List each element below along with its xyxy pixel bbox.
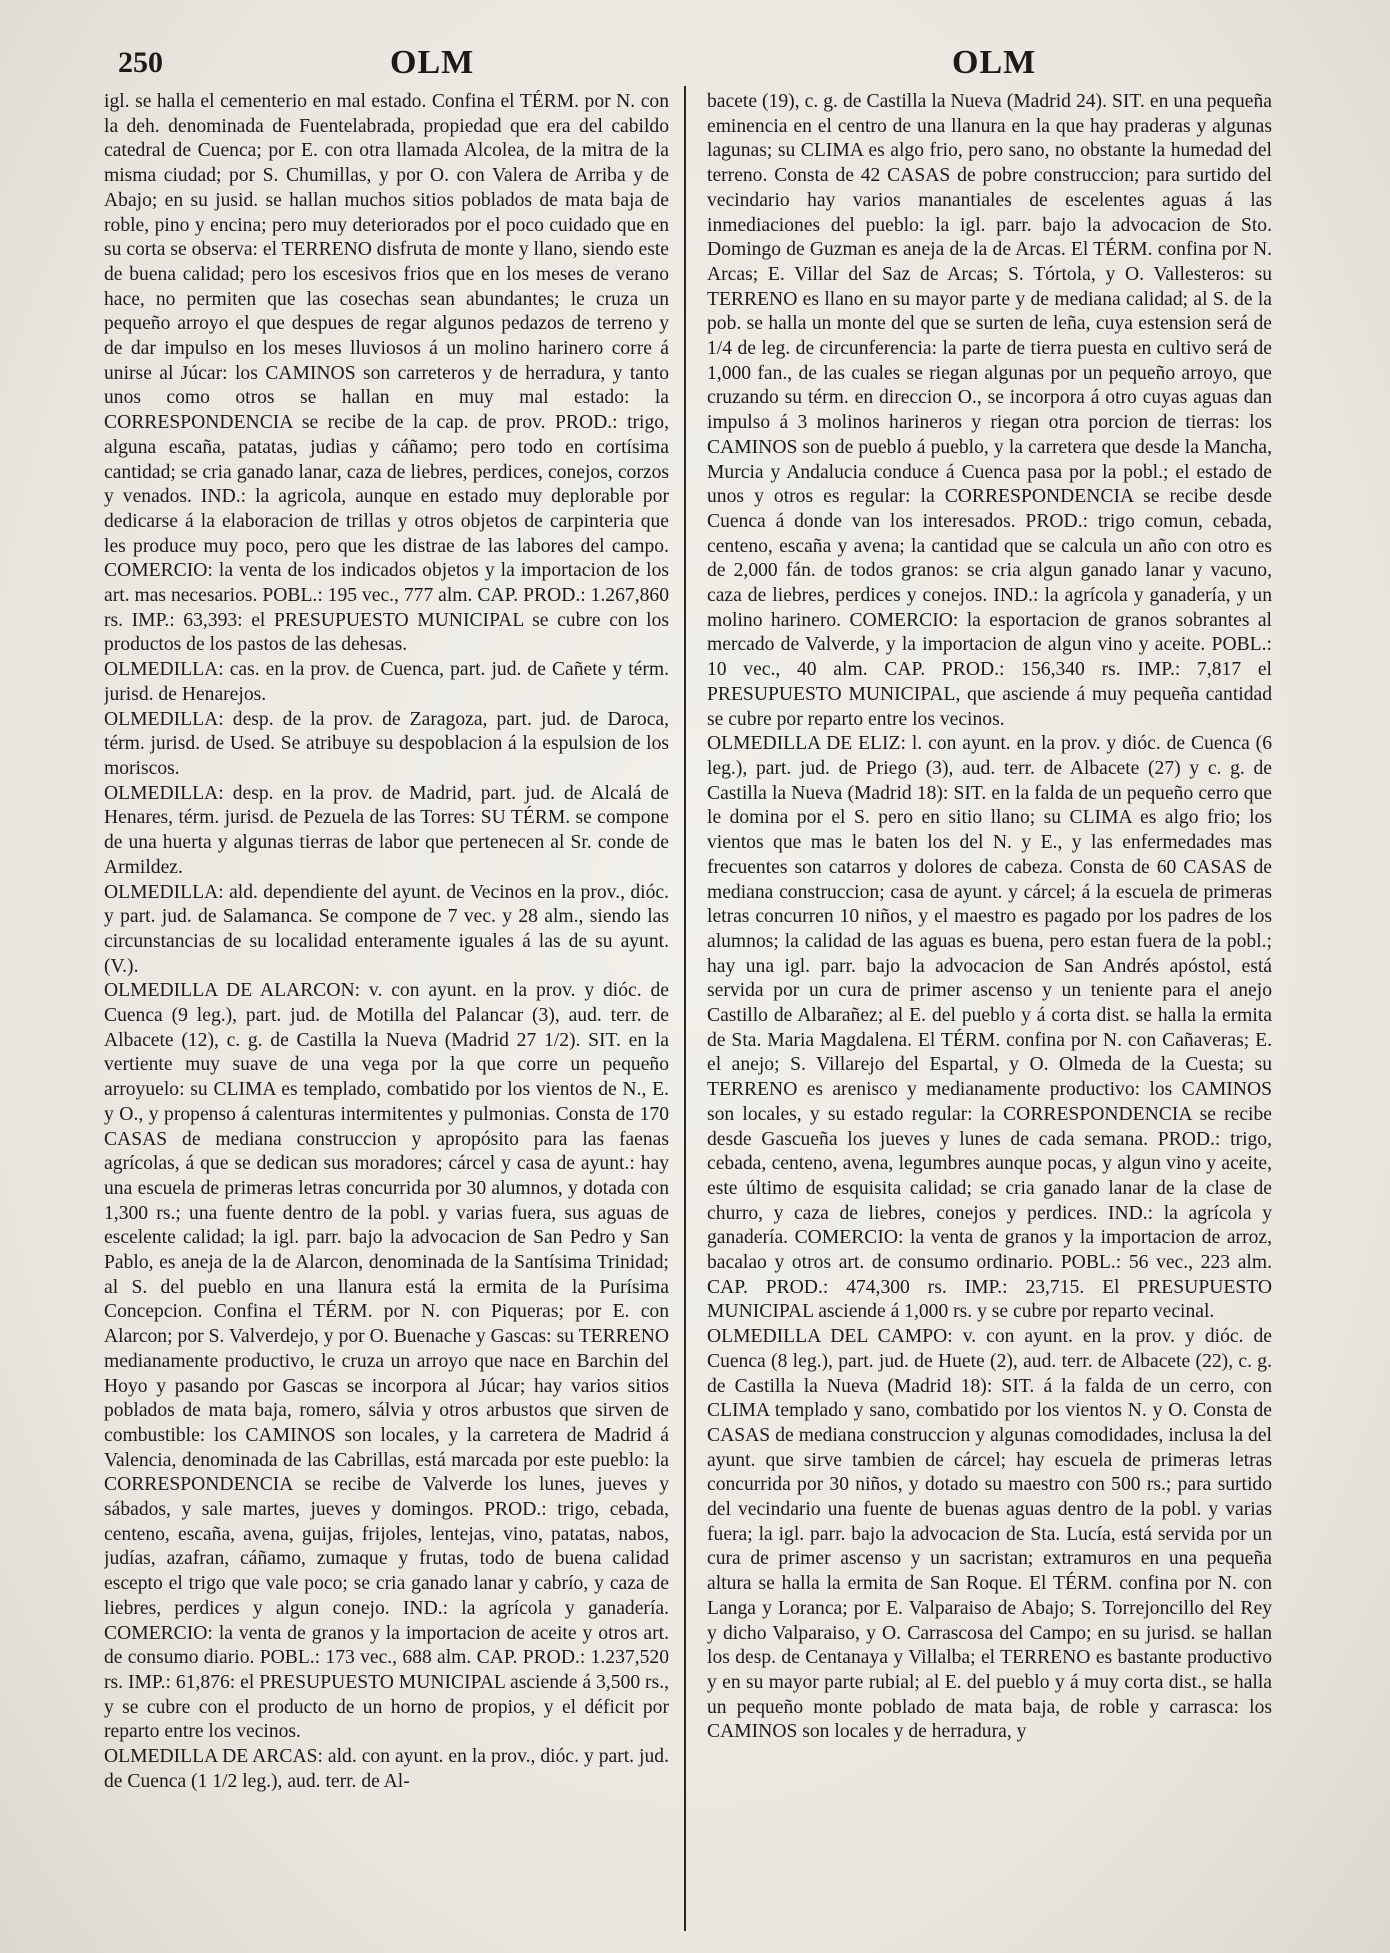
entry-paragraph: OLMEDILLA DE ARCAS: ald. con ayunt. en la prov., dióc. y part. jud. de Cuenca (1 1/2 leg.), aud. terr. de Al- [104,1746,669,1792]
entry-paragraph: OLMEDILLA DE ELIZ: l. con ayunt. en la prov. y dióc. de Cuenca (6 leg.), part. jud. de Priego (3), aud. terr. de Albacete (27) y c. g. de Castilla la Nueva (Madrid 18): SIT. en la falda de un pequeño cerro que le domina por el S. pero en sitio llano; su CLIMA es algo frio; los vientos que mas le baten los del N. y E., y las enfermedades mas frecuentes son catarros y dolores de cabeza. Consta de 60 CASAS de mediana construccion; casa de ayunt. y cárcel; á la escuela de primeras letras concurren 10 niños, y el maestro es pagado por los padres de los alumnos; la calidad de las aguas es buena, pero estan fuera de la pobl.; hay una igl. parr. bajo la advocacion de San Andrés apóstol, está servida por un cura de primer ascenso y un teniente para el anejo Castillo de Albarañez; al E. del pueblo y á corta dist. se halla la ermita de Sta. Maria Magdalena. El TÉRM. confina por N. con Cañaveras; E. el anejo; S. Villarejo del Espartal, y O. Olmeda de la Cuesta; su TERRENO es arenisco y medianamente productivo: los CAMINOS son locales, y su estado regular: la CORRESPONDENCIA se recibe desde Gascueña los jueves y lunes de cada semana. PROD.: trigo, cebada, centeno, avena, legumbres aunque pocas, y algun vino y aceite, este último de esquisita calidad; se cria ganado lanar de la clase de churro, y caza de liebres, conejos y perdices. IND.: la agrícola y ganadería. COMERCIO: la venta de granos y la importacion de arroz, bacalao y otros art. de consumo ordinario. POBL.: 56 vec., 223 alm. CAP. PROD.: 474,300 rs. IMP.: 23,715. El PRESUPUESTO MUNICIPAL asciende á 1,000 rs. y se cubre por reparto vecinal. [707,733,1272,1323]
left-column [104,90,669,1940]
running-head-right: OLM [952,44,1037,81]
entry-paragraph: bacete (19), c. g. de Castilla la Nueva (Madrid 24). SIT. en una pequeña eminencia en el centro de una llanura en la que hay praderas y algunas lagunas; su CLIMA es algo frio, pero sano, no obstante la humedad del terreno. Consta de 42 CASAS de pobre construccion; para surtido del vecindario hay varios manantiales de escelentes aguas á las inmediaciones del pueblo: la igl. parr. bajo la advocacion de Sto. Domingo de Guzman es aneja de la de Arcas. El TÉRM. confina por N. Arcas; E. Villar del Saz de Arcas; S. Tórtola, y O. Vallesteros: su TERRENO es llano en su mayor parte y de mediana calidad; al S. de la pob. se halla un monte del que se surten de leña, cuya estension será de 1/4 de leg. de circunferencia: la parte de tierra puesta en cultivo será de 1,000 fan., de las cuales se riegan algunas por un pequeño arroyo, que cruzando su térm. en direccion O., se incorpora á otro cuyas aguas dan impulso á 3 molinos harineros y riegan otra porcion de tierras: los CAMINOS son de pueblo á pueblo, y la carretera que desde la Mancha, Murcia y Andalucia conduce á Cuenca pasa por la pobl.; el estado de unos y otros es regular: la CORRESPONDENCIA se recibe desde Cuenca á donde van los interesados. PROD.: trigo comun, cebada, centeno, escaña y avena; la cantidad que se calcula un año con otro es de 2,000 fán. de todos granos: se cria algun ganado lanar y vacuno, caza de liebres, perdices y conejos. IND.: la agrícola y ganadería, y un molino harinero. COMERCIO: la esportacion de granos sobrantes al mercado de Valverde, y la importacion de algun vino y aceite. POBL.: 10 vec., 40 alm. CAP. PROD.: 156,340 rs. IMP.: 7,817 el PRESUPUESTO MUNICIPAL, que asciende á muy pequeña cantidad se cubre por reparto entre los vecinos. [707,91,1272,730]
page-header [118,44,1318,92]
entry-paragraph: OLMEDILLA DE ALARCON: v. con ayunt. en la prov. y dióc. de Cuenca (9 leg.), part. jud. de Motilla del Palancar (3), aud. terr. de Albacete (12), c. g. de Castilla la Nueva (Madrid 27 1/2). SIT. en la vertiente muy suave de una vega por la que corre un pequeño arroyuelo: su CLIMA es templado, combatido por los vientos de N., E. y O., y propenso á calenturas intermitentes y pulmonias. Consta de 170 CASAS de mediana construccion y apropósito para las faenas agrícolas, á que se dedican sus moradores; cárcel y casa de ayunt.: hay una escuela de primeras letras concurrida por 30 alumnos, y dotada con 1,300 rs.; una fuente dentro de la pobl. y varias fuera, sus aguas de escelente calidad; la igl. parr. bajo la advocacion de San Pedro y San Pablo, es aneja de la de Alarcon, denominada de la Santísima Trinidad; al S. del pueblo en una llanura está la ermita de la Purísima Concepcion. Confina el TÉRM. por N. con Piqueras; por E. con Alarcon; por S. Valverdejo, y por O. Buenache y Gascas: su TERRENO medianamente productivo, le cruza un arroyo que nace en Barchin del Hoyo y pasando por Gascas se incorpora al Júcar; hay varios sitios poblados de mata baja, romero, sálvia y otros arbustos que sirven de combustible: los CAMINOS son locales, y la carretera de Madrid á Valencia, denominada de las Cabrillas, está marcada por este pueblo: la CORRESPONDENCIA se recibe de Valverde los lunes, jueves y sábados, y sale martes, jueves y domingos. PROD.: trigo, cebada, centeno, escaña, avena, guijas, frijoles, lentejas, vino, patatas, nabos, judías, azafran, cáñamo, zumaque y frutas, todo de buena calidad escepto el trigo que vale poco; se cria ganado lanar y cabrío, y caza de liebres, perdices y algun conejo. IND.: la agrícola y ganadería. COMERCIO: la venta de granos y la importacion de aceite y otros art. de consumo diario. POBL.: 173 vec., 688 alm. CAP. PROD.: 1.237,520 rs. IMP.: 61,876: el PRESUPUESTO MUNICIPAL asciende á 3,500 rs., y se cubre con el producto de un horno de propios, y el déficit por reparto entre los vecinos. [104,980,669,1743]
entry-paragraph: OLMEDILLA DEL CAMPO: v. con ayunt. en la prov. y dióc. de Cuenca (8 leg.), part. jud. de Huete (2), aud. terr. de Albacete (22), c. g. de Castilla la Nueva (Madrid 18): SIT. á la falda de un cerro, con CLIMA templado y sano, combatido por los vientos N. y O. Consta de CASAS de mediana construccion y algunas comodidades, inclusa la del ayunt. que sirve tambien de cárcel; hay escuela de primeras letras concurrida por 30 niños, y dotado su maestro con 500 rs.; para surtido del vecindario una fuente de buenas aguas dentro de la pobl. y varias fuera; la igl. parr. bajo la advocacion de Sta. Lucía, está servida por un cura de primer ascenso y un sacristan; extramuros en una pequeña altura se halla la ermita de San Roque. El TÉRM. confina por N. con Langa y Loranca; por E. Valparaiso de Abajo; S. Torrejoncillo del Rey y dicho Valparaiso, y O. Carrascosa del Campo; en su jurisd. se hallan los desp. de Centanaya y Villalba; el TERRENO es bastante productivo y en su mayor parte rubial; al E. del pueblo y á muy corta dist., se halla un pequeño monte poblado de mata baja, de roble y carrasca: los CAMINOS son locales y de herradura, y [707,1326,1272,1743]
right-column [707,90,1272,1940]
running-head-left: OLM [390,44,475,81]
entry-paragraph: igl. se halla el cementerio en mal estado. Confina el TÉRM. por N. con la deh. denominada de Fuentelabrada, propiedad que era del cabildo catedral de Cuenca; por E. con otra llamada Alcolea, de la mitra de la misma ciudad; por S. Chumillas, y por O. con Valera de Arriba y de Abajo; en su jusid. se hallan muchos sitios poblados de mata baja de roble, pino y encina; pero muy deteriorados por el poco cuidado que en su corta se observa: el TERRENO disfruta de monte y llano, siendo este de buena calidad; pero los escesivos frios que en los meses de verano hace, no permiten que las cosechas sean abundantes; le cruza un pequeño arroyo el que despues de regar algunos pedazos de terreno y de dar impulso en los meses lluviosos á un molino harinero corre á unirse al Júcar: los CAMINOS son carreteros y de herradura, y tanto unos como otros se hallan en muy mal estado: la CORRESPONDENCIA se recibe de la cap. de prov. PROD.: trigo, alguna escaña, patatas, judias y cáñamo; pero todo en cortísima cantidad; se cria ganado lanar, caza de liebres, perdices, conejos, corzos y venados. IND.: la agricola, aunque en estado muy deplorable por dedicarse á la elaboracion de trillas y otros objetos de carpinteria que les produce muy poco, pero que les distrae de las labores del campo. COMERCIO: la venta de los indicados objetos y la importacion de los art. mas necesarios. POBL.: 195 vec., 777 alm. CAP. PROD.: 1.267,860 rs. IMP.: 63,393: el PRESUPUESTO MUNICIPAL se cubre con los productos de los pastos de las dehesas. [104,91,669,656]
entry-paragraph: OLMEDILLA: cas. en la prov. de Cuenca, part. jud. de Cañete y térm. jurisd. de Henarejos. [104,659,669,705]
column-divider [684,86,686,1931]
entry-paragraph: OLMEDILLA: ald. dependiente del ayunt. de Vecinos en la prov., dióc. y part. jud. de Salamanca. Se compone de 7 vec. y 28 alm., siendo las circunstancias de su localidad enteramente iguales á las de su ayunt. (V.). [104,881,669,977]
page-number: 250 [118,46,163,79]
entry-paragraph: OLMEDILLA: desp. en la prov. de Madrid, part. jud. de Alcalá de Henares, térm. jurisd. de Pezuela de las Torres: SU TÉRM. se compone de una huerta y algunas tierras de labor que pertenecen al Sr. conde de Armildez. [104,782,669,878]
entry-paragraph: OLMEDILLA: desp. de la prov. de Zaragoza, part. jud. de Daroca, térm. jurisd. de Used. Se atribuye su despoblacion á la espulsion de los moriscos. [104,708,669,779]
